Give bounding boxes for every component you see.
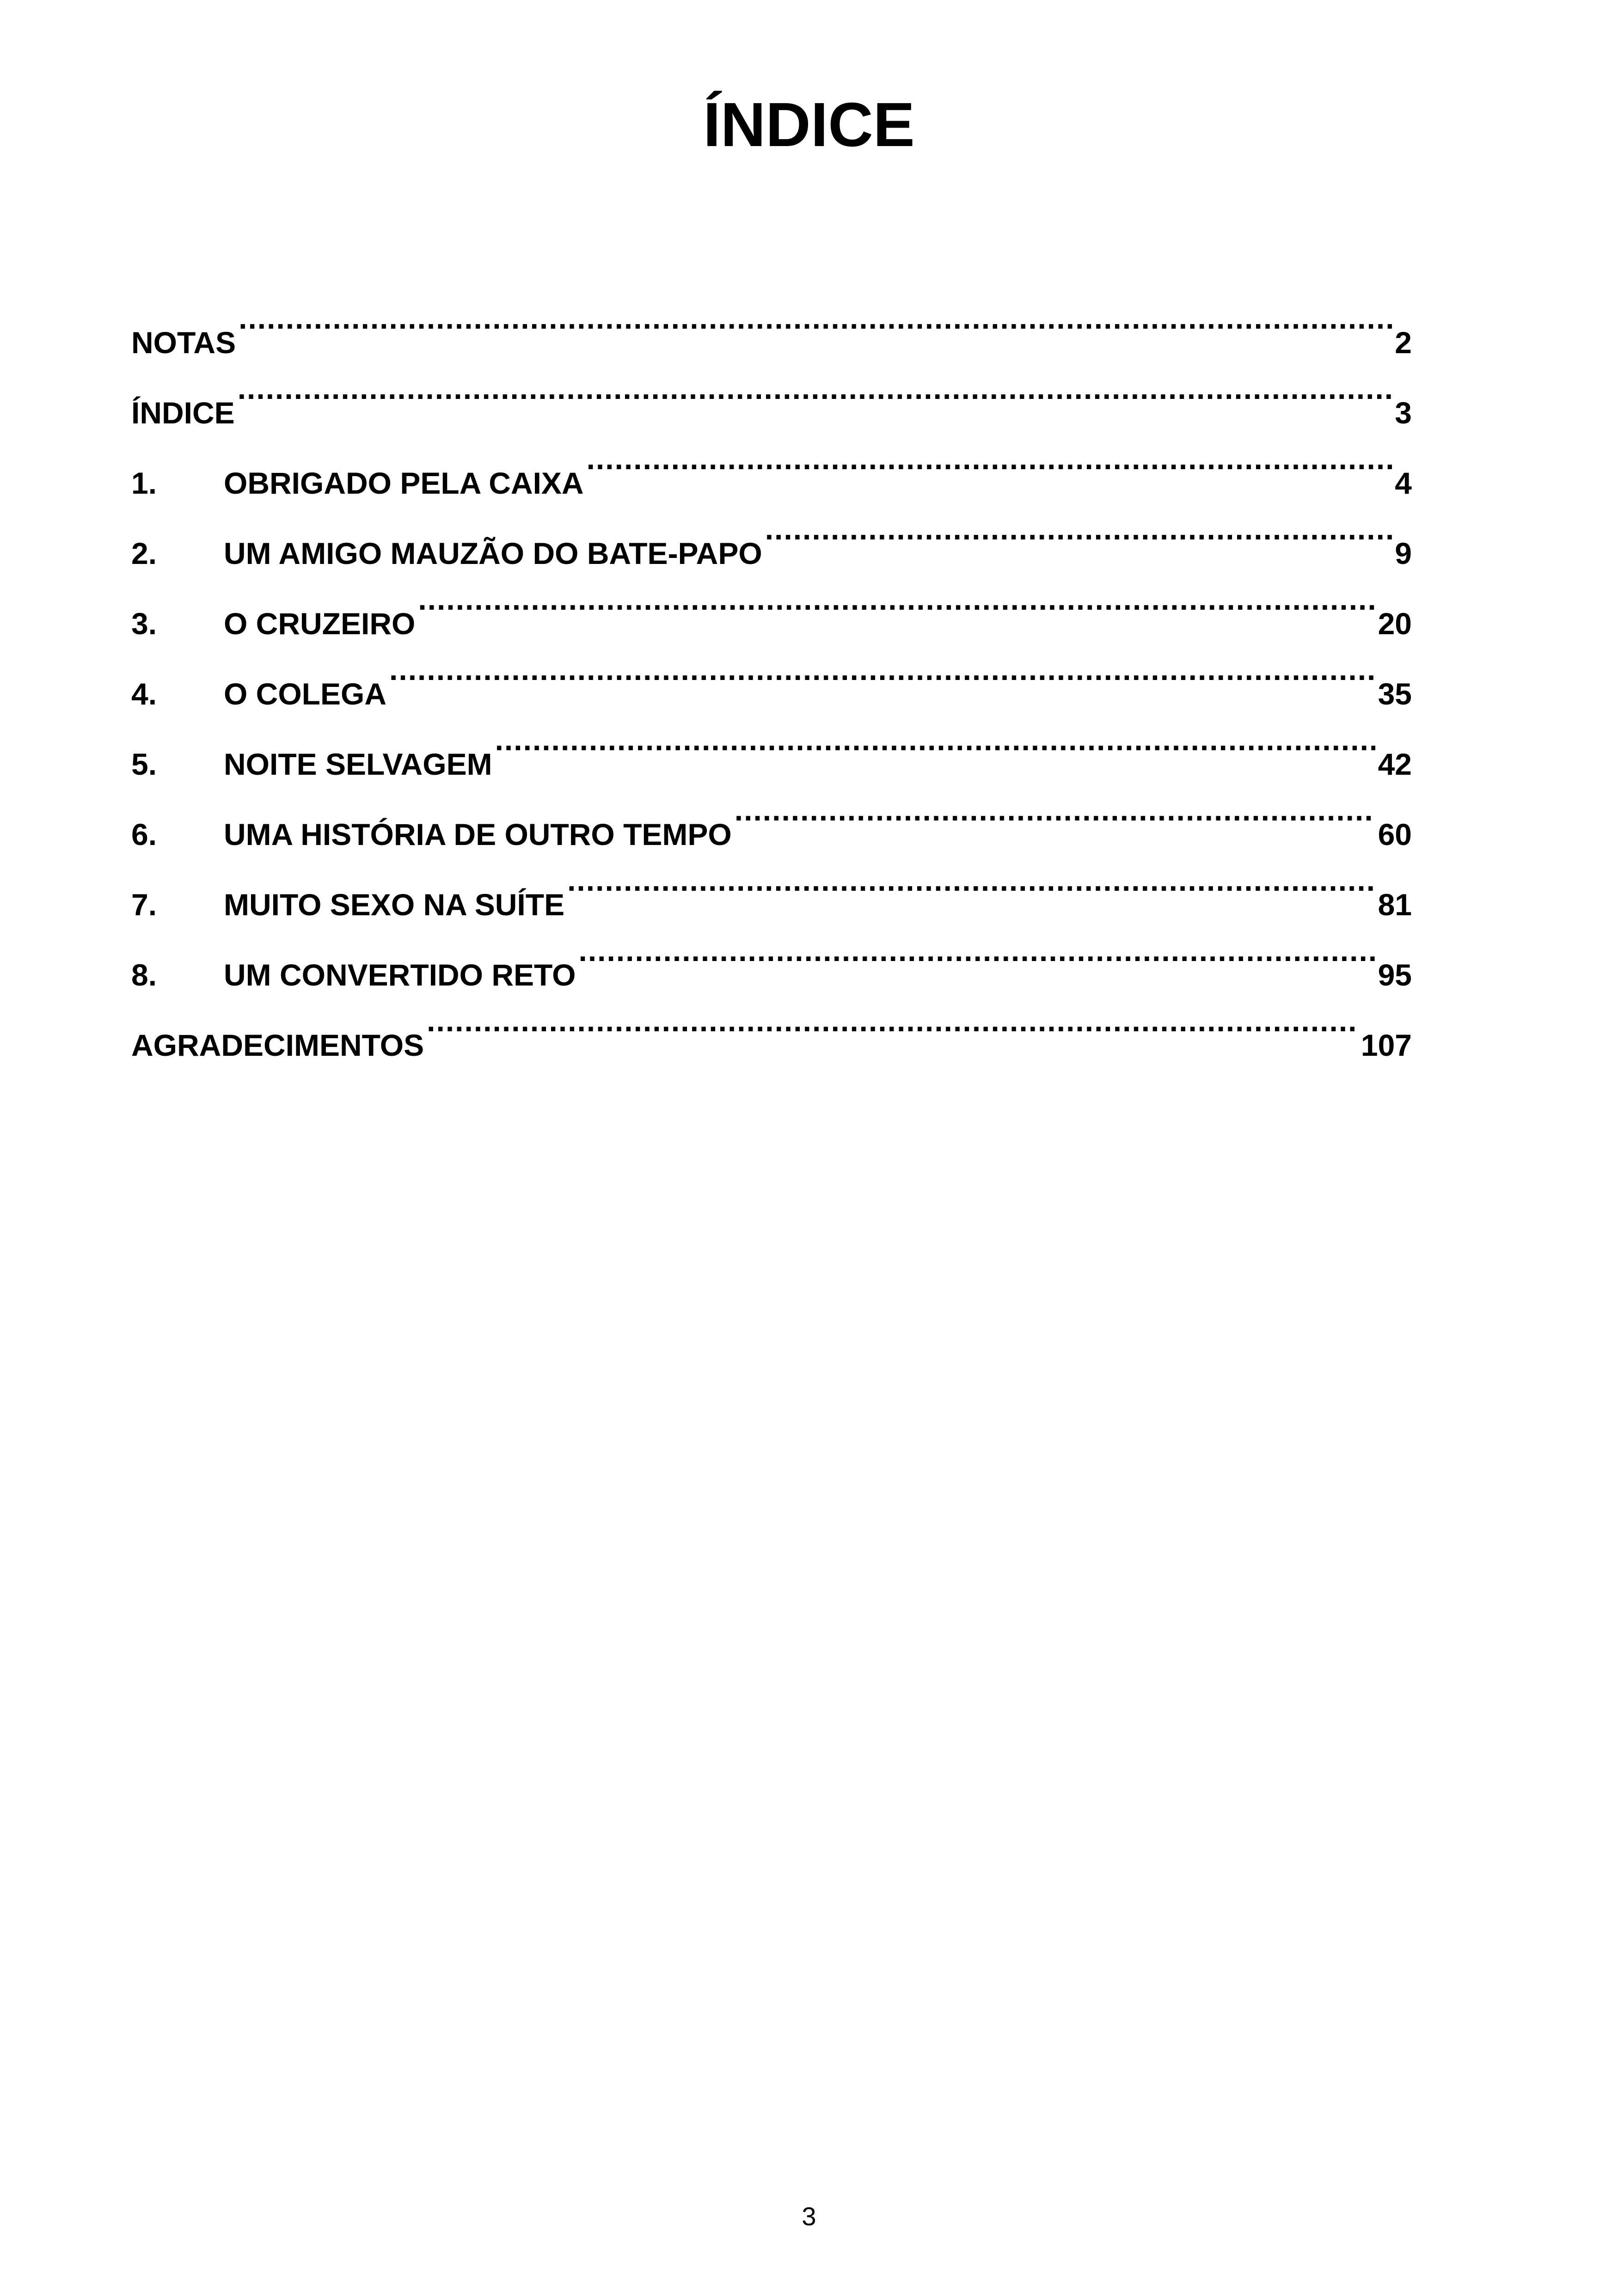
toc-dot-leader xyxy=(389,634,1375,704)
toc-dot-leader xyxy=(238,353,1392,423)
page-title: ÍNDICE xyxy=(703,90,915,159)
toc-label: UMA HISTÓRIA DE OUTRO TEMPO xyxy=(224,817,732,851)
page-footer-number: 3 xyxy=(802,2202,816,2231)
toc-label: UM AMIGO MAUZÃO DO BATE-PAPO xyxy=(224,536,762,570)
toc-page-number: 60 xyxy=(1378,817,1412,851)
toc-chapter-number: 7. xyxy=(131,888,157,922)
toc-dot-leader xyxy=(239,283,1392,353)
toc-page-number: 81 xyxy=(1378,888,1412,922)
toc-label: UM CONVERTIDO RETO xyxy=(224,958,576,992)
toc-chapter-number: 3. xyxy=(131,606,157,641)
toc-dot-leader xyxy=(735,775,1375,845)
toc-chapter-number: 8. xyxy=(131,958,157,992)
toc-label: MUITO SEXO NA SUÍTE xyxy=(224,888,565,922)
toc-dot-leader xyxy=(495,704,1375,775)
toc-label: OBRIGADO PELA CAIXA xyxy=(224,466,584,500)
toc-page-number: 4 xyxy=(1395,466,1412,500)
toc-dot-leader xyxy=(418,564,1375,634)
toc-page-number: 95 xyxy=(1378,958,1412,992)
toc-dot-leader xyxy=(587,423,1392,494)
toc-page-number: 107 xyxy=(1361,1028,1412,1062)
toc-label: NOITE SELVAGEM xyxy=(224,747,492,781)
toc-entry-notas[interactable] xyxy=(131,283,1412,360)
toc-label: O COLEGA xyxy=(224,677,387,711)
toc-dot-leader xyxy=(427,986,1358,1056)
toc-entry-chapter-1[interactable] xyxy=(131,423,1412,500)
toc-page-number: 42 xyxy=(1378,747,1412,781)
toc-page-number: 2 xyxy=(1395,325,1412,360)
toc-chapter-number: 4. xyxy=(131,677,157,711)
toc-chapter-number: 6. xyxy=(131,817,157,851)
toc-page-number: 20 xyxy=(1378,606,1412,641)
toc-label: AGRADECIMENTOS xyxy=(131,1028,424,1062)
toc-dot-leader xyxy=(567,845,1375,915)
toc-entry-indice[interactable] xyxy=(131,353,1412,430)
toc-page-number: 3 xyxy=(1395,396,1412,430)
toc-dot-leader xyxy=(765,494,1392,564)
table-of-contents xyxy=(131,283,1412,1062)
toc-label: NOTAS xyxy=(131,325,236,360)
toc-dot-leader xyxy=(578,915,1375,986)
toc-label: O CRUZEIRO xyxy=(224,606,416,641)
toc-chapter-number: 5. xyxy=(131,747,157,781)
toc-chapter-number: 2. xyxy=(131,536,157,570)
toc-label: ÍNDICE xyxy=(131,396,235,430)
toc-page-number: 9 xyxy=(1395,536,1412,570)
toc-page-number: 35 xyxy=(1378,677,1412,711)
toc-chapter-number: 1. xyxy=(131,466,157,500)
